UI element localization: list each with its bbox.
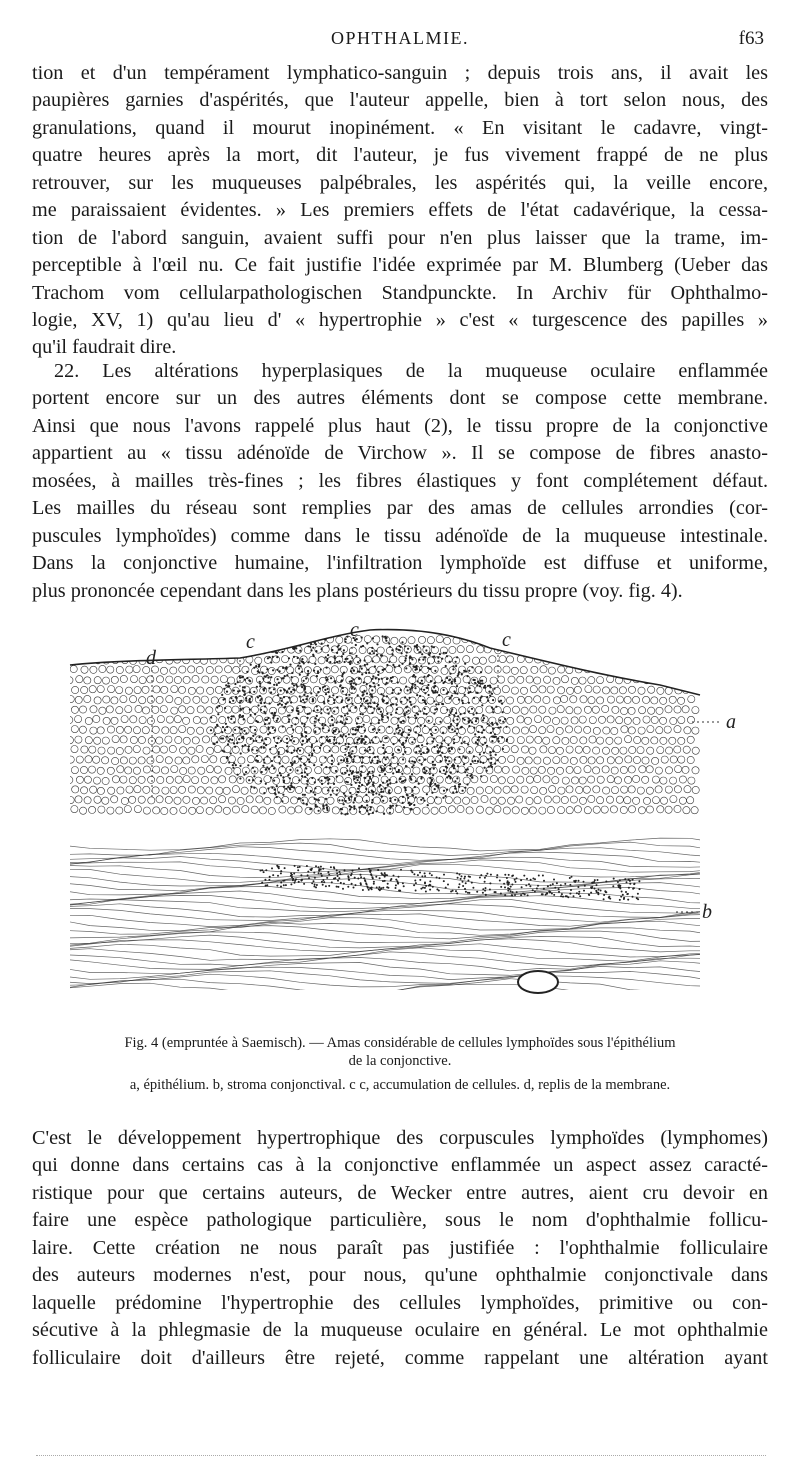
text-line: ristique pour que certains auteurs, de Wecker entre autres, aient cru devoir en — [32, 1181, 768, 1204]
label-c: c — [502, 629, 511, 651]
tissue-section — [60, 635, 720, 995]
text-line: sécutive à la phlegmasie de la muqueuse oculaire en général. Le mot ophthalmie — [32, 1319, 768, 1342]
paragraph-2 — [32, 358, 768, 605]
text-line: C'est le développement hypertrophique des corpuscules lymphoïdes (lymphomes) — [32, 1127, 768, 1149]
label-b: b — [702, 901, 712, 923]
text-line: des auteurs modernes n'est, pour nous, qu'une ophthalmie conjonctivale dans — [32, 1264, 768, 1287]
figure-caption — [60, 1034, 740, 1070]
text-line: tion de l'abord sanguin, avaient suffi pour n'en plus laisser que la trame, im- — [32, 226, 768, 249]
text-line: qu'il faudrait dire. — [32, 336, 177, 359]
running-title: OPHTHALMIE. — [331, 28, 469, 48]
page-header — [0, 28, 800, 52]
text-line: laquelle prédomine l'hypertrophie des cellules lymphoïdes, primitive ou con- — [32, 1291, 768, 1314]
text-line: Dans la conjonctive humaine, l'infiltration lymphoïde est diffuse et uniforme, — [32, 552, 768, 575]
text-line: tion et d'un tempérament lymphatico-sanguin ; depuis trois ans, il avait les — [32, 62, 768, 84]
text-line: Trachom vom cellularpathologischen Standpunckte. In Archiv für Ophthalmo- — [32, 281, 768, 304]
text-line: folliculaire doit d'ailleurs être rejeté, comme rappelant une altération ayant — [32, 1346, 768, 1369]
text-line: laire. Cette création ne nous paraît pas justifiée : l'ophthalmie folliculaire — [32, 1236, 768, 1259]
label-a: a — [726, 711, 736, 733]
histology-figure — [60, 620, 750, 1020]
text-line: me paraissaient évidentes. » Les premiers effets de l'état cadavérique, la cessa- — [32, 199, 768, 222]
text-line: perceptible à l'œil nu. Ce fait justifie l'idée exprimée par M. Blumberg (Ueber das — [32, 254, 768, 277]
text-line: logie, XV, 1) qu'au lieu d' « hypertrophie » c'est « turgescence des papilles » — [32, 308, 768, 331]
text-line: Les mailles du réseau sont remplies par des amas de cellules arrondies (cor- — [32, 497, 768, 520]
label-c: c — [246, 631, 255, 653]
text-line: quatre heures après la mort, dit l'auteur, je fus vivement frappé de ne plus — [32, 144, 768, 167]
label-d: d — [146, 647, 156, 669]
paragraph-3 — [32, 1125, 768, 1372]
vessel-cross-section — [518, 971, 558, 993]
text-line: Ainsi que nous l'avons rappelé plus haut (2), le tissu propre de la conjonctive — [32, 414, 768, 437]
text-line: granulations, quand il mourut inopinément. « En visitant le cadavre, vingt- — [32, 116, 768, 139]
figure-illustration — [60, 620, 750, 1020]
bottom-rule — [36, 1455, 766, 1456]
text-line: portent encore sur un des autres éléments dont se compose cette membrane. — [32, 387, 768, 410]
text-line: qui donne dans certains cas à la conjonctive enflammée un aspect assez caracté- — [32, 1154, 768, 1177]
text-line: paupières garnies d'aspérités, que l'auteur appelle, bien à tort selon nous, des — [32, 89, 768, 112]
text-line: mosées, à mailles très-fines ; les fibres élastiques y font complétement défaut. — [32, 469, 768, 492]
label-c: c — [350, 620, 359, 641]
text-line: appartient au « tissu adénoïde de Virchow ». Il se compose de fibres anasto- — [32, 442, 768, 465]
figure-legend: a, épithélium. b, stroma conjonctival. c c, accumulation de cellules. d, replis de la membrane. — [129, 1077, 671, 1093]
paragraph-1 — [32, 60, 768, 362]
text-line: 22. Les altérations hyperplasiques de la muqueuse oculaire enflammée — [54, 360, 768, 382]
text-line: puscules lymphoïdes) comme dans le tissu adénoïde de la muqueuse intestinale. — [32, 524, 768, 547]
text-line: retrouver, sur les muqueuses palpébrales, les aspérités qui, la veille encore, — [32, 171, 768, 194]
text-line: faire une espèce pathologique particulière, sous le nom d'ophthalmie follicu- — [32, 1209, 768, 1232]
caption-line: Fig. 4 (empruntée à Saemisch). — Amas considérable de cellules lymphoïdes sous l'épithélium — [124, 1035, 676, 1051]
text-line: plus prononcée cependant dans les plans postérieurs du tissu propre (voy. fig. 4). — [32, 579, 683, 602]
caption-line: de la conjonctive. — [348, 1053, 452, 1069]
page-number: f63 — [738, 28, 764, 49]
